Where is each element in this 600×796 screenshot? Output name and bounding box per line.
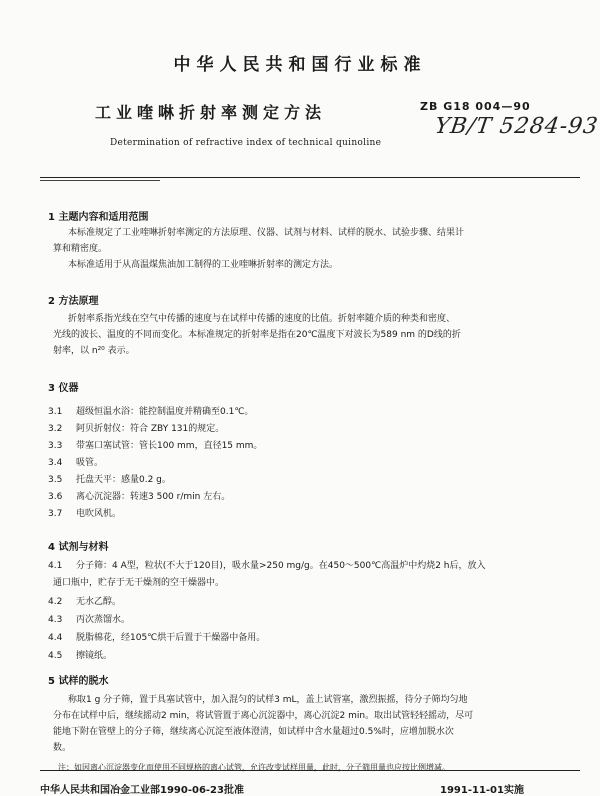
section-4-heading: 4 试剂与材料 [48, 542, 109, 553]
list-item: 3.5 托盘天平：感量0.2 g。 [48, 475, 171, 485]
list-item: 4.4 脱脂棉花，经105℃烘干后置于干燥器中备用。 [48, 633, 266, 643]
list-item: 3.4 吸管。 [48, 458, 104, 468]
bottom-divider [40, 770, 580, 771]
section-2-heading: 2 方法原理 [48, 296, 99, 307]
list-item: 3.3 带塞口塞试管：管长100 mm，直径15 mm。 [48, 441, 263, 451]
list-item: 3.7 电吹风机。 [48, 509, 122, 519]
section-2-line-2: 光线的波长、温度的不同而变化。本标准规定的折射率是指在20℃温度下对波长为589 nm 的D线的折 [53, 330, 461, 340]
implementation-date: 1991-11-01实施 [440, 785, 524, 796]
section-2-line-3: 射率，以 n²⁰ 表示。 [53, 346, 135, 356]
top-divider [40, 177, 580, 178]
top-divider-short [40, 180, 160, 181]
section-5-line-2: 分布在试样中后，继续摇动2 min，将试管置于离心沉淀器中，离心沉淀2 min。取出试管轻轻摇动，尽可 [53, 711, 474, 721]
list-item: 4.5 擦镜纸。 [48, 651, 113, 661]
section-1-para-1-line-1: 本标准规定了工业喹啉折射率测定的方法原理、仪器、试剂与材料、试样的脱水、试验步骤、结果计 [68, 228, 465, 238]
list-item: 3.6 离心沉淀器：转速3 500 r/min 左右。 [48, 492, 231, 502]
list-item: 3.1 超级恒温水浴：能控制温度并精确至0.1℃。 [48, 407, 254, 417]
handwritten-number: YB/T 5284-93 [433, 114, 600, 139]
english-title: Determination of refractive index of technical quinoline [110, 138, 382, 148]
section-5-heading: 5 试样的脱水 [48, 676, 109, 687]
section-1-heading: 1 主题内容和适用范围 [48, 212, 149, 223]
section-3-heading: 3 仪器 [48, 383, 79, 394]
approval-line: 中华人民共和国冶金工业部1990-06-23批准 [40, 785, 244, 796]
section-2-line-1: 折射率系指光线在空气中传播的速度与在试样中传播的速度的比值。折射率随介质的种类和密度、 [68, 314, 456, 324]
list-item: 3.2 阿贝折射仪：符合 ZBY 131的规定。 [48, 424, 225, 434]
list-item-continuation: 通口瓶中，贮存于无干燥剂的空干燥器中。 [53, 578, 225, 588]
section-5-line-3: 能地下附在管壁上的分子筛，继续离心沉淀至液体澄清，如试样中含水量超过0.5%时，应增加脱水次 [53, 727, 454, 737]
list-item: 4.1 分子筛：4 A型，粒状(不大于120目)，吸水量>250 mg/g。在450～500℃高温炉中灼烧2 h后，放入 [48, 561, 486, 571]
list-item: 4.2 无水乙醇。 [48, 597, 122, 607]
footnote: 注：如因离心沉淀器变化而使用不同规格的离心试管，允许改变试样用量，此时，分子筛用量也应按比例增减。 [58, 763, 450, 772]
section-5-line-4: 数。 [53, 743, 72, 753]
section-1-para-2-line-1: 本标准适用于从高温煤焦油加工制得的工业喹啉折射率的测定方法。 [68, 260, 339, 270]
section-5-line-1: 称取1 g 分子筛，置于具塞试管中，加入混匀的试样3 mL，盖上试管塞，激烈振摇，待分子筛均匀地 [68, 695, 468, 705]
list-item: 4.3 丙次蒸馏水。 [48, 615, 131, 625]
section-1-para-1-line-2: 算和精密度。 [53, 244, 108, 254]
standard-header: 中华人民共和国行业标准 [173, 55, 427, 75]
standard-title: 工业喹啉折射率测定方法 [95, 103, 327, 122]
standard-code: ZB G18 004—90 [420, 100, 531, 113]
